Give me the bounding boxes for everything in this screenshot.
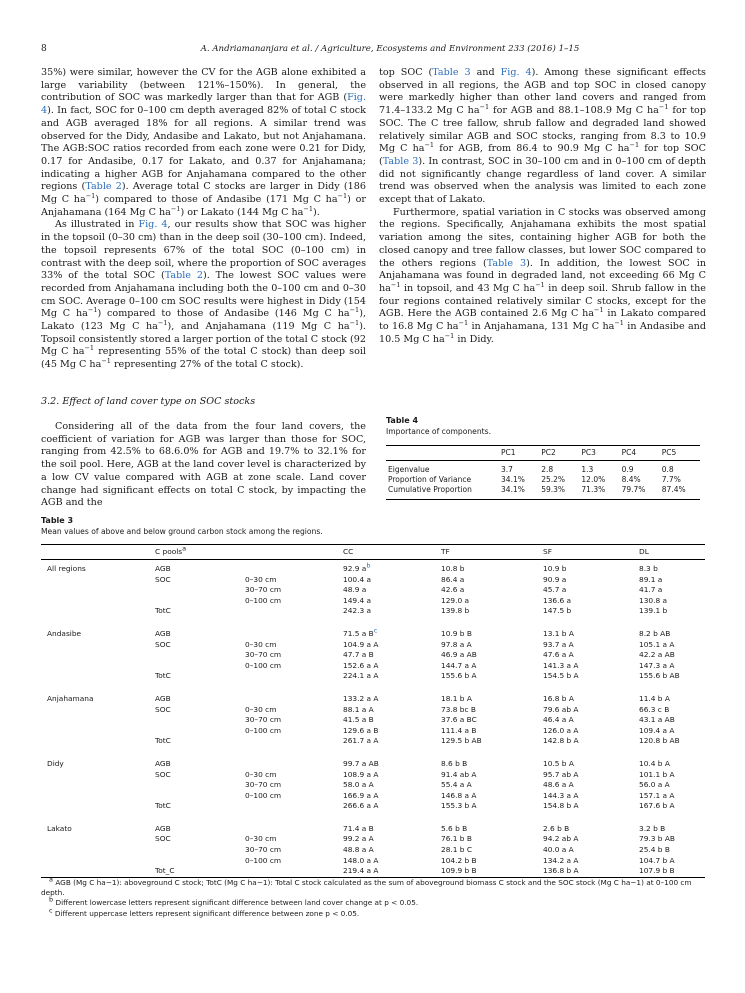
table-cell: 10.4 b A (639, 758, 670, 768)
column-header: PC1 (499, 446, 539, 461)
table-cell: 43.1 a AB (639, 715, 675, 725)
table-cell: 141.3 a A (543, 660, 579, 670)
table-cell (239, 759, 337, 770)
table-row (41, 705, 705, 716)
table-cell: 16.8 b A (543, 693, 574, 703)
table-cell: 166.9 a A (343, 790, 379, 800)
region-cell (41, 736, 149, 747)
table-cell: 95.7 ab A (543, 769, 579, 779)
table-cell: 144.7 a A (441, 660, 477, 670)
region-cell (41, 856, 149, 867)
table-cell: 40.0 a A (543, 845, 574, 855)
table-cell (149, 596, 239, 607)
table-cell (149, 650, 239, 661)
footnote-a: $^a$ AGB (Mg C ha−1): aboveground C stock; TotC (Mg C ha−1): Total C stock calculated as the sum of aboveground biomass C stock and the SOC stock (Mg C ha−1) at 0–100 cm depth. (41, 875, 692, 898)
table-cell: 8.4% (621, 475, 641, 484)
table-cell: 91.4 ab A (441, 769, 477, 779)
table-cell: 87.4% (660, 485, 700, 500)
table-cell: 10.5 b A (543, 758, 574, 768)
table-cell: 0–100 cm (245, 660, 282, 670)
table-cell: SOC (155, 769, 171, 779)
region-cell (41, 715, 149, 726)
table-cell: 92.9 $a^b$ (343, 561, 371, 573)
fig-4-link[interactable]: Fig. 4 (138, 219, 168, 231)
table-row (41, 834, 705, 845)
table-cell: 3.2 b B (639, 823, 666, 833)
table-cell: 139.1 b (639, 606, 668, 616)
table-cell: 8.2 b AB (639, 628, 671, 638)
table-cell: 155.6 b AB (639, 671, 680, 681)
table-cell: 71.5 a $B^c$ (343, 626, 378, 638)
table-cell: 1.3 (581, 465, 594, 474)
table-cell: 99.2 a A (343, 834, 374, 844)
right-column-text: top SOC (Table 3 and Fig. 4). Among these significant effects observed in all regions, the AGB and top SOC in closed canopy were markedly higher than other land covers and ranged from 71.4–133.2 Mg C $ha^{-1}$ for AGB and 88.1–108.9 Mg C $ha^{-1}$ for top SOC. The C tree fallow, shrub fallow and degraded land showed relatively similar AGB and SOC stocks, ranging from 8.3 to 10.9 Mg C $ha^{-1}$ for AGB, from 86.4 to 90.9 Mg C $ha^{-1}$ for top SOC (Table 3). In contrast, SOC in 30–100 cm and in 0–100 cm of depth did not significantly change regardless of land cover. A similar trend was observed when the analysis was limited to each zone except that of Lakato. Furthermore, spatial variation in C stocks was observed among the regions. Specifically, Anjahamana exhibits the most spatial variation among the sites, containing higher AGB for both the closed canopy and tree fallow classes, but lower SOC compared to the others regions (Table 3). In addition, the lowest SOC in Anjahamana was found in degraded land, not exceeding 66 Mg C $ha^{-1}$ in topsoil, and 43 Mg C $ha^{-1}$ in deep soil. Shrub fallow in the four regions contained relatively similar C stocks, except for the AGB. Here the AGB contained 2.6 Mg C $ha^{-1}$ in Lakato compared to 16.8 Mg C $ha^{-1}$ in Anjahamana, 131 Mg C $ha^{-1}$ in Andasibe and 10.5 Mg C $ha^{-1}$ in Didy. (379, 67, 707, 345)
region-cell: All regions (47, 564, 86, 573)
region-cell (41, 705, 149, 716)
table-cell: 266.6 a A (343, 801, 379, 811)
region-cell (41, 866, 149, 877)
table-cell: 261.7 a A (343, 736, 379, 746)
table-cell: 79.6 ab A (543, 704, 579, 714)
table-cell: TotC (155, 801, 171, 811)
table-row (41, 801, 705, 812)
table-cell: 109.4 a A (639, 725, 675, 735)
table-cell: 30–70 cm (245, 585, 282, 595)
table-row (41, 736, 705, 747)
table-cell: 167.6 b A (639, 801, 675, 811)
region-cell (41, 575, 149, 586)
table-cell (149, 661, 239, 672)
table-cell: 107.9 b B (639, 866, 675, 876)
table-cell: 154.8 b A (543, 801, 579, 811)
column-header: CC (337, 545, 435, 560)
section-heading: 3.2. Effect of land cover type on SOC stocks (41, 396, 256, 407)
table-cell: 47.7 a B (343, 650, 374, 660)
table-cell: 149.4 a (343, 595, 372, 605)
region-cell (41, 661, 149, 672)
table-cell: 155.6 b A (441, 671, 477, 681)
column-header (41, 545, 149, 560)
table-cell: 42.2 a AB (639, 650, 675, 660)
table-cell: 47.6 a A (543, 650, 574, 660)
region-cell (41, 770, 149, 781)
table-cell: 30–70 cm (245, 715, 282, 725)
table-cell (149, 845, 239, 856)
table-4-label: Table 4 (386, 416, 419, 425)
table-cell: 219.4 a A (343, 866, 379, 876)
table-cell: 10.9 b (543, 564, 567, 573)
table-cell: 2.6 b B (543, 823, 570, 833)
table-cell: Eigenvalue (388, 465, 430, 474)
table-cell (149, 791, 239, 802)
table-cell: 3.7 (501, 465, 513, 474)
table-4 (386, 416, 700, 500)
table-cell: 48.6 a A (543, 780, 574, 790)
region-cell (41, 845, 149, 856)
table-cell: 242.3 a (343, 606, 372, 616)
table-2-link[interactable]: Table 2 (164, 270, 203, 282)
table-cell (239, 629, 337, 640)
table-cell: 46.9 a AB (441, 650, 477, 660)
table-cell: 30–70 cm (245, 845, 282, 855)
table-cell: AGB (155, 693, 171, 703)
table-cell: 133.2 a A (343, 693, 379, 703)
table-3-caption: Mean values of above and below ground carbon stock among the regions. (41, 527, 323, 536)
table-cell: 142.8 b A (543, 736, 579, 746)
footnote-marker: a (182, 544, 187, 553)
table-cell: 25.4 b B (639, 845, 670, 855)
table-cell: 104.7 b A (639, 855, 675, 865)
table-cell: TotC (155, 736, 171, 746)
table-cell: Tot_C (155, 866, 175, 876)
table-cell: 41.7 a (639, 585, 663, 595)
table-cell: 86.4 a (441, 574, 465, 584)
table-row (41, 596, 705, 607)
table-cell: 71.4 a B (343, 823, 374, 833)
table-cell: 66.3 c B (639, 704, 670, 714)
table-cell: SOC (155, 574, 171, 584)
table-cell: 99.7 a AB (343, 758, 379, 768)
table-cell: 93.7 a A (543, 639, 574, 649)
table-cell: 79.7% (620, 485, 660, 500)
region-cell (41, 640, 149, 651)
table-row (41, 661, 705, 672)
table-cell: 2.8 (541, 465, 554, 474)
table-cell: 10.9 b B (441, 628, 472, 638)
table-row (386, 485, 700, 500)
table-cell: 48.9 a (343, 585, 367, 595)
table-cell: 148.0 a A (343, 855, 379, 865)
table-cell: 90.9 a (543, 574, 567, 584)
table-4-caption: Importance of components. (386, 427, 491, 436)
table-cell: 0–30 cm (245, 639, 277, 649)
table-3-footnotes (41, 875, 705, 919)
table-cell: 7.7% (661, 475, 681, 484)
table-row (41, 629, 705, 640)
table-cell (239, 801, 337, 812)
table-cell: 100.4 a (343, 574, 372, 584)
region-cell: Anjahamana (47, 693, 94, 703)
left-column-text-2: Considering all of the data from the four land covers, the coefficient of variation for AGB was larger than those for SOC, ranging from 42.5% to 68.6.0% for AGB and 19.7% to 32.1% for the soil pool. Here, AGB at the land cover level is characterized by a low CV value compared with AGB at zone scale. Land cover change had significant effects on total C stock, by impacting the AGB and the (41, 421, 366, 509)
table-cell: 30–70 cm (245, 650, 282, 660)
table-row (41, 560, 705, 575)
table-cell: 48.8 a A (343, 845, 374, 855)
table-header-row (386, 446, 700, 461)
table-cell (239, 866, 337, 877)
table-cell (239, 560, 337, 575)
table-cell: 101.1 b A (639, 769, 675, 779)
column-header: DL (633, 545, 705, 560)
table-cell: 120.8 b AB (639, 736, 680, 746)
table-cell: 73.8 bc B (441, 704, 476, 714)
column-header (239, 545, 337, 560)
region-cell (41, 671, 149, 682)
left-column-text: 35%) were similar, however the CV for the AGB alone exhibited a large variability (between 121%–150%). In general, the contribution of SOC was markedly larger than that for AGB (Fig. 4). In fact, SOC for 0–100 cm depth averaged 82% of total C stock and AGB averaged 18% for all regions. A similar trend was observed for the Didy, Andasibe and Lakato, but not Anjahamana. The AGB:SOC ratios recorded from each zone were 0.21 for Didy, 0.17 for Andasibe, 0.17 for Lakato, and 0.37 for Anjahamana; indicating a higher AGB for Anjahamana compared to the other regions (Table 2). Average total C stocks are larger in Didy (186 Mg C $ha^{-1}$) compared to those of Andasibe (171 Mg C $ha^{-1}$) or Anjahamana (164 Mg C $ha^{-1}$) or Lakato (144 Mg C $ha^{-1}$). As illustrated in Fig. 4, our results show that SOC was higher in the topsoil (0–30 cm) than in the deep soil (30–100 cm). Indeed, the topsoil represents 67% of the total SOC (0–100 cm) in contrast with the deep soil, where the proportion of SOC averages 33% of the total SOC (Table 2). The lowest SOC values were recorded from Anjahamana including both the 0–100 cm and 0–30 cm SOC. Average 0–100 cm SOC results were highest in Didy (154 Mg C $ha^{-1}$) compared to those of Andasibe (146 Mg C $ha^{-1}$), Lakato (123 Mg C $ha^{-1}$), and Anjahamana (119 Mg C $ha^{-1}$). Topsoil consistently stored a larger portion of the total C stock (92 Mg C $ha^{-1}$ representing 55% of the total C stock) than deep soil (45 Mg C $ha^{-1}$ representing 27% of the total C stock). (41, 67, 367, 371)
table-row (386, 475, 700, 485)
table-cell: 76.1 b B (441, 834, 472, 844)
table-row (41, 715, 705, 726)
table-cell (239, 694, 337, 705)
table-cell: 88.1 a A (343, 704, 374, 714)
table-cell: 45.7 a (543, 585, 567, 595)
table-cell: Cumulative Proportion (386, 485, 499, 500)
table-cell: 12.0% (581, 475, 606, 484)
table-3-link[interactable]: Table 3 (486, 257, 527, 269)
table-3-link[interactable]: Table 3 (432, 67, 471, 78)
table-cell: SOC (155, 834, 171, 844)
table-cell (149, 856, 239, 867)
table-cell: 105.1 a A (639, 639, 675, 649)
table-3-grid (41, 544, 705, 880)
table-cell: 126.0 a A (543, 725, 579, 735)
table-cell (239, 671, 337, 682)
page-number: 8 (41, 44, 47, 54)
table-2-link[interactable]: Table 2 (85, 181, 122, 193)
table-row (41, 640, 705, 651)
table-row (41, 759, 705, 770)
region-cell (41, 596, 149, 607)
region-cell (41, 834, 149, 845)
column-header: TF (435, 545, 537, 560)
table-row (41, 575, 705, 586)
table-cell: 30–70 cm (245, 780, 282, 790)
table-cell: 130.8 a (639, 595, 668, 605)
region-cell (41, 726, 149, 737)
table-cell: 56.0 a A (639, 780, 670, 790)
region-cell (41, 780, 149, 791)
region-cell: Didy (47, 758, 64, 768)
table-row (41, 671, 705, 682)
table-cell: 104.2 b B (441, 855, 477, 865)
table-cell: 136.8 b A (543, 866, 579, 876)
table-cell: 0.9 (621, 465, 634, 474)
table-cell (149, 780, 239, 791)
table-cell: 34.1% (499, 485, 539, 500)
table-row (41, 845, 705, 856)
region-cell (41, 650, 149, 661)
table-cell: AGB (155, 564, 171, 573)
region-cell (41, 791, 149, 802)
table-cell: Proportion of Variance (388, 475, 472, 484)
table-cell: 129.6 a B (343, 725, 379, 735)
table-cell: 0–100 cm (245, 595, 282, 605)
table-cell: 55.4 a A (441, 780, 472, 790)
table-cell: 58.0 a A (343, 780, 374, 790)
table-cell: 147.5 b (543, 606, 572, 616)
table-cell: SOC (155, 639, 171, 649)
table-row (41, 856, 705, 867)
table-row (386, 461, 700, 476)
table-cell: 154.5 b A (543, 671, 579, 681)
table-cell: 147.3 a A (639, 660, 675, 670)
table-cell: 0.8 (661, 465, 674, 474)
region-cell (41, 801, 149, 812)
table-cell: 134.2 a A (543, 855, 579, 865)
column-header: PC4 (620, 446, 660, 461)
column-header: SF (537, 545, 633, 560)
table-cell: 18.1 b A (441, 693, 472, 703)
table-row (41, 650, 705, 661)
table-cell: 8.6 b B (441, 758, 468, 768)
table-cell: 94.2 ab A (543, 834, 579, 844)
table-row (41, 866, 705, 877)
table-3-link[interactable]: Table 3 (382, 155, 419, 167)
table-cell: 139.8 b (441, 606, 470, 616)
table-cell: 0–100 cm (245, 725, 282, 735)
table-cell: 155.3 b A (441, 801, 477, 811)
table-cell: AGB (155, 758, 171, 768)
table-cell (149, 715, 239, 726)
table-cell: 97.8 a A (441, 639, 472, 649)
table-cell (149, 726, 239, 737)
region-cell (41, 585, 149, 596)
footnote-b: $^b$ Different lowercase letters represent significant difference between land cover change at p < 0.05. (49, 895, 419, 908)
table-cell: 79.3 b AB (639, 834, 675, 844)
table-cell: 0–30 cm (245, 574, 277, 584)
table-row (41, 780, 705, 791)
table-row (41, 606, 705, 617)
region-cell (41, 606, 149, 617)
table-cell: 0–30 cm (245, 834, 277, 844)
table-cell: 11.4 b A (639, 693, 670, 703)
fig-4-link[interactable]: Fig. 4 (500, 67, 532, 78)
table-row (41, 694, 705, 705)
region-cell: Andasibe (47, 628, 82, 638)
table-cell: 37.6 a BC (441, 715, 477, 725)
table-cell: 0–100 cm (245, 790, 282, 800)
table-cell: 224.1 a A (343, 671, 379, 681)
table-row (41, 791, 705, 802)
table-cell: AGB (155, 823, 171, 833)
table-cell: 157.1 a A (639, 790, 675, 800)
table-3 (41, 516, 705, 880)
table-cell: 104.9 a A (343, 639, 379, 649)
table-cell: 108.9 a A (343, 769, 379, 779)
table-cell: 28.1 b C (441, 845, 473, 855)
table-cell: 129.5 b AB (441, 736, 482, 746)
running-head: A. Andriamananjara et al. / Agriculture, Ecosystems and Environment 233 (2016) 1–15 (200, 44, 580, 54)
table-cell: 144.3 a A (543, 790, 579, 800)
region-cell: Lakato (47, 823, 72, 833)
table-cell: 71.3% (579, 485, 619, 500)
table-cell (239, 606, 337, 617)
table-cell: AGB (155, 628, 171, 638)
table-cell: 0–30 cm (245, 704, 277, 714)
table-row (41, 824, 705, 835)
table-cell: 8.3 b (639, 564, 658, 573)
table-cell: 42.6 a (441, 585, 465, 595)
column-header: PC2 (539, 446, 579, 461)
table-cell: 89.1 a (639, 574, 663, 584)
table-cell: 152.6 a A (343, 660, 379, 670)
table-cell: SOC (155, 704, 171, 714)
table-cell: 109.9 b B (441, 866, 477, 876)
table-cell (239, 824, 337, 835)
table-4-grid (386, 445, 700, 500)
table-cell: 146.8 a A (441, 790, 477, 800)
table-row (41, 726, 705, 737)
table-cell: 136.6 a (543, 595, 572, 605)
table-cell: 111.4 a B (441, 725, 477, 735)
table-cell: 46.4 a A (543, 715, 574, 725)
footnote-c: $^c$ Different uppercase letters represent significant difference between zone p < 0.05. (49, 906, 360, 918)
column-header (386, 446, 499, 461)
fig-4-link[interactable]: Fig. 4 (41, 92, 366, 117)
column-header: PC5 (660, 446, 700, 461)
table-cell: TotC (155, 606, 171, 616)
table-cell (149, 585, 239, 596)
table-cell: 25.2% (541, 475, 566, 484)
table-cell: 59.3% (539, 485, 579, 500)
column-header: PC3 (579, 446, 619, 461)
table-cell: 0–30 cm (245, 769, 277, 779)
table-3-label: Table 3 (41, 516, 74, 525)
column-header: C pools$^a$ (149, 545, 239, 560)
table-cell: 34.1% (501, 475, 525, 484)
table-row (41, 585, 705, 596)
table-cell (239, 736, 337, 747)
table-cell: 10.8 b (441, 564, 465, 573)
table-cell: 5.6 b B (441, 823, 468, 833)
table-row (41, 770, 705, 781)
table-cell: 41.5 a B (343, 715, 374, 725)
table-cell: 129.0 a (441, 595, 470, 605)
table-header-row (41, 545, 705, 560)
table-cell: TotC (155, 671, 171, 681)
table-cell: 13.1 b A (543, 628, 574, 638)
table-cell: 0–100 cm (245, 855, 282, 865)
